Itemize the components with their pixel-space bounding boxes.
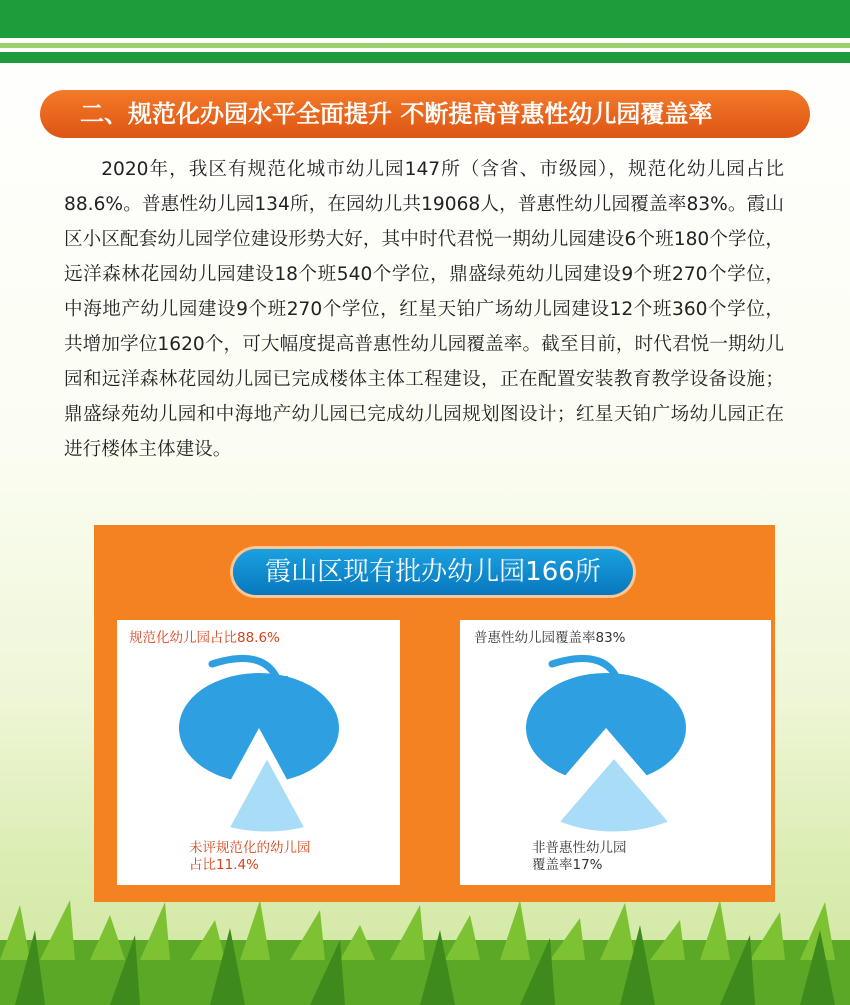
pie-chart-standardized [117, 620, 400, 885]
pie-label-main: 规范化幼儿园占比88.6% [129, 630, 280, 646]
pie-label-minor: 未评规范化的幼儿园占比11.4% [189, 840, 311, 873]
pie-slice-main [526, 673, 686, 775]
pie-slice-main [179, 673, 339, 780]
top-light-stripe [0, 43, 850, 48]
pie-label-minor: 非普惠性幼儿园覆盖率17% [532, 840, 627, 873]
top-green-stripe [0, 52, 850, 63]
top-green-bar [0, 0, 850, 38]
panel-title: 霞山区现有批办幼儿园166所 [233, 549, 633, 595]
pie-label-main: 普惠性幼儿园覆盖率83% [474, 630, 626, 646]
grass-decoration [0, 900, 850, 1005]
section-heading: 二、规范化办园水平全面提升 不断提高普惠性幼儿园覆盖率 [40, 90, 810, 138]
body-paragraph: 2020年，我区有规范化城市幼儿园147所（含省、市级园），规范化幼儿园占比 88.6%。普惠性幼儿园134所，在园幼儿共19068人，普惠性幼儿园覆盖率83%。霞山区小区配套幼儿园学位建设形势大好，其中时代君悦一期幼儿园建设6个班180个学位，远洋森林花园幼儿园建设18个班540个学位，鼎盛绿苑幼儿园建设9个班270个学位，中海地产幼儿园建设9个班270个学位，红星天铂广场幼儿园建设12个班360个学位，共增加学位1620个，可大幅度提高普惠性幼儿园覆盖率。截至目前，时代君悦一期幼儿园和远洋森林花园幼儿园已完成楼体主体工程建设，正在配置安装教育教学设备设施；鼎盛绿苑幼儿园和中海地产幼儿园已完成幼儿园规划图设计；红星天铂广场幼儿园正在进行楼体主体建设。 [64, 159, 784, 460]
pie-chart-inclusive [460, 620, 771, 885]
